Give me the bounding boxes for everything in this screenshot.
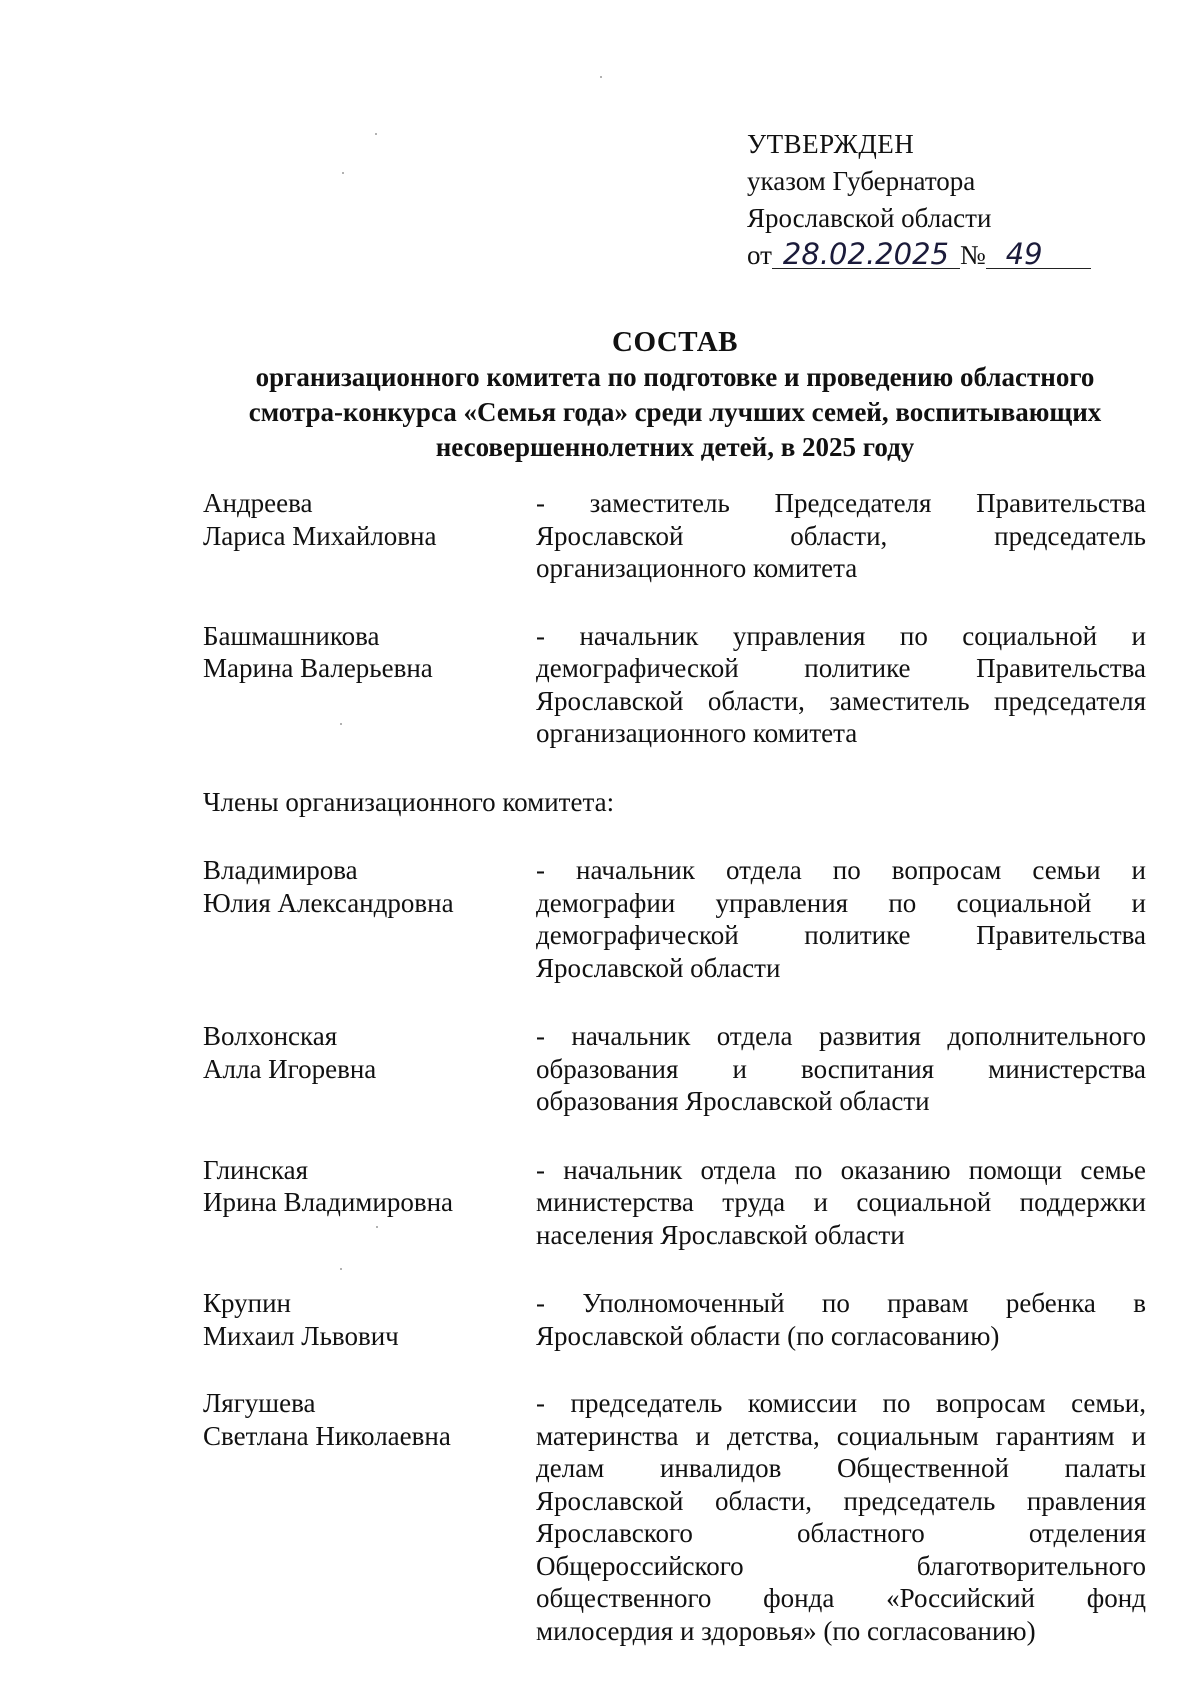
member-row — [203, 1287, 1148, 1352]
member-given-names: Лариса Михайловна — [203, 520, 437, 551]
member-row — [203, 1154, 1148, 1252]
approval-block — [747, 126, 1091, 274]
member-role: - Уполномоченный по правам ребенка в Ярославской области (по согласованию) — [536, 1288, 1146, 1351]
member-given-names: Светлана Николаевна — [203, 1420, 451, 1451]
member-given-names: Михаил Львович — [203, 1320, 399, 1351]
member-surname: Башмашникова — [203, 620, 380, 651]
handwritten-date: 28.02.2025 — [772, 240, 960, 269]
scan-speck — [600, 76, 602, 78]
member-name — [203, 1154, 536, 1252]
member-role: - начальник отдела по вопросам семьи и демографии управления по социальной и демографической политике Правительства Ярославской области — [536, 855, 1146, 983]
member-role: - председатель комиссии по вопросам семьи, материнства и детства, социальным гарантиям и делам инвалидов Общественной палаты Ярославской области, председатель правления Ярославского областного отделения Общероссийского благотворительного общественного фонда «Российский фонд милосердия и здоровья» (по согласованию) — [536, 1388, 1146, 1646]
member-surname: Волхонская — [203, 1021, 338, 1051]
approval-header: УТВЕРЖДЕН — [747, 129, 915, 159]
member-surname: Владимирова — [203, 855, 358, 885]
approval-date-line — [747, 237, 1091, 274]
member-surname: Глинская — [203, 1154, 309, 1185]
number-label: № — [959, 240, 986, 270]
member-given-names: Ирина Владимировна — [203, 1187, 454, 1217]
member-role: - начальник отдела развития дополнительного образования и воспитания министерства образования Ярославской области — [536, 1021, 1146, 1116]
member-row — [203, 620, 1148, 750]
member-row — [203, 854, 1148, 984]
member-surname: Лягушева — [203, 1388, 316, 1418]
member-row — [203, 1387, 1148, 1647]
title-main: СОСТАВ — [612, 326, 738, 358]
member-role: - начальник отдела по оказанию помощи семье министерства труда и социальной поддержки населения Ярославской области — [536, 1154, 1146, 1250]
member-role: - заместитель Председателя Правительства Ярославской области, председатель организационного комитета — [536, 488, 1146, 583]
member-name — [203, 1387, 536, 1647]
member-name — [203, 854, 536, 984]
member-name — [203, 620, 536, 750]
member-given-names: Марина Валерьевна — [203, 653, 433, 683]
member-surname: Андреева — [203, 488, 313, 518]
document-title — [100, 325, 1200, 465]
member-given-names: Юлия Александровна — [203, 887, 454, 918]
approval-decree-line: указом Губернатора — [747, 166, 976, 196]
member-given-names: Алла Игоревна — [203, 1053, 377, 1084]
member-name — [203, 487, 536, 585]
title-line: несовершеннолетних детей, в 2025 году — [435, 432, 915, 462]
handwritten-number: 49 — [986, 240, 1091, 269]
member-role: - начальник управления по социальной и демографической политике Правительства Ярославской области, заместитель председателя организационного комитета — [536, 620, 1146, 748]
title-line: организационного комитета по подготовке и проведению областного — [255, 362, 1095, 392]
member-name — [203, 1020, 536, 1118]
approval-region-line: Ярославской области — [747, 203, 992, 233]
scan-speck — [375, 133, 377, 135]
scan-speck — [342, 172, 344, 174]
member-row — [203, 1020, 1148, 1118]
composition-list — [203, 487, 1148, 1647]
title-line: смотра-конкурса «Семья года» среди лучших семей, воспитывающих — [248, 397, 1102, 427]
members-heading: Члены организационного комитета: — [203, 786, 615, 817]
from-label: от — [747, 240, 772, 270]
member-surname: Крупин — [203, 1288, 292, 1318]
member-name — [203, 1287, 536, 1352]
member-row — [203, 487, 1148, 585]
